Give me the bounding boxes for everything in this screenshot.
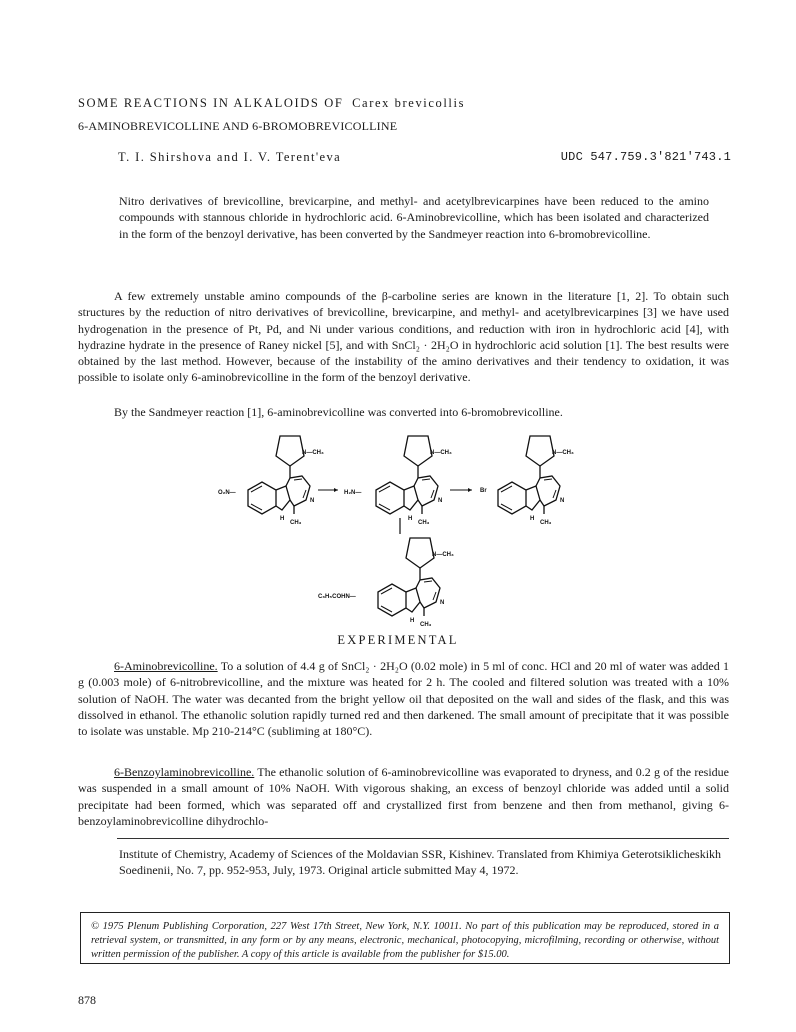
footnote-divider [117,838,729,839]
nh-label: H [530,516,535,522]
article-title [78,96,465,111]
affiliation-footnote: Institute of Chemistry, Academy of Sciences of the Moldavian SSR, Kishinev. Translated from Khimiya Geterotsiklicheskikh Soedinenii, No. 7, pp. 952-953, July, 1973. Original article submitted May 4, 1972. [119,847,722,878]
methyl-label: CH₃ [540,520,552,526]
experimental-paragraph-2 [78,764,729,829]
nh-label: H [410,618,415,624]
nitro-brevicolline-structure [218,436,324,526]
copyright-text: © 1975 Plenum Publishing Corporation, 227 West 17th Street, New York, N.Y. 10011. No part of this publication may be reproduced, stored in a retrieval system, or transmitted, in any form or by any means, electronic, mechanical, photocopying, microfilming, recording or otherwise, without written permission of the publisher. A copy of this article is available from the publisher for $15.00. [91,921,719,960]
experimental-paragraph-1 [78,658,729,739]
nh-label: H [408,516,413,522]
compound-lead: 6-Aminobrevicolline. [114,659,218,673]
methyl-label: CH₃ [420,622,432,628]
abstract-text: Nitro derivatives of brevicolline, brevicarpine, and methyl- and acetylbrevicarpines have been reduced to the amino compounds with stannous chloride in hydrochloric acid. 6-Aminobrevicolline, which has been isolated and characterized in the form of the benzoyl derivative, has been converted by the Sandmeyer reaction into 6-bromobrevicolline. [119,194,709,241]
bromo-label: Br [480,488,487,494]
intro-paragraph-1 [78,288,729,386]
copyright-box [80,912,730,964]
amino-brevicolline-structure [344,436,452,526]
paragraph-body: The ethanolic solution of 6-aminobrevicolline was evaporated to dryness, and 0.2 g of the residue was suspended in a small amount of 10% NaOH. With vigorous shaking, an excess of benzoyl chloride was added until a solid precipitate had been formed, which was separated off and crystallized first from benzene and then from methanol, giving 6-benzoylaminobrevicolline dihydrochlo- [78,765,729,828]
bromo-brevicolline-structure [480,436,574,526]
n-methyl-label: N—CH₃ [432,552,454,558]
page-number: 878 [78,993,96,1007]
n-methyl-label: N—CH₃ [430,450,452,456]
reaction-scheme [200,428,600,628]
amino-label: H₂N— [344,490,362,496]
n-methyl-label: N—CH₃ [552,450,574,456]
paragraph-text [78,658,729,739]
abstract [119,193,709,242]
paragraph-body: To a solution of 4.4 g of SnCl₂ · 2H₂O (0.02 mole) in 5 ml of conc. HCl and 20 ml of water was added 1 g (0.003 mole) of 6-nitrobrevicolline, and the mixture was heated for 2 h. The cooled and filtered solution was treated with a 10% solution of NaOH. The water was decanted from the bright yellow oil that deposited on the wall and sides of the flask, and this was dissolved in ethanol. The ethanolic solution rapidly turned red and then darkened. The small amount of precipitate that it was possible to isolate was unstable. Mp 210-214°C (subliming at 180°C). [78,659,729,739]
benzoylamino-label: C₆H₅COHN— [318,594,356,600]
experimental-heading: EXPERIMENTAL [337,633,459,647]
intro-paragraph-2 [78,404,729,420]
benzoylamino-brevicolline-structure [318,538,454,628]
compound-lead: 6-Benzoylaminobrevicolline. [114,765,255,779]
authors: T. I. Shirshova and I. V. Terent'eva [118,150,342,164]
article-subtitle: 6-AMINOBREVICOLLINE AND 6-BROMOBREVICOLLINE [78,119,398,133]
paragraph-text: A few extremely unstable amino compounds of the β-carboline series are known in the literature [1, 2]. To obtain such structures by the reduction of nitro derivatives of brevicolline, brevicarpine, and methyl- and acetylbrevicarpines [3] we have used hydrogenation in the presence of Pt, Pd, and Ni under various conditions, and reduction with iron in hydrochloric acid [4], with hydrazine hydrate in the presence of Raney nickel [5], and with SnCl₂ · 2H₂O in hydrochloric acid solution [1]. The best results were obtained by the last method. However, because of the instability of the amino derivatives and their tendency to oxidation, it was possible to isolate only 6-aminobrevicolline in the form of the benzoyl derivative. [78,289,729,385]
udc-code: UDC 547.759.3'821'743.1 [560,150,731,164]
n-methyl-label: N—CH₃ [302,450,324,456]
ring-n-label: N [440,600,445,606]
paragraph-text: By the Sandmeyer reaction [1], 6-aminobrevicolline was converted into 6-bromobrevicolline. [114,405,563,419]
ring-n-label: N [438,498,443,504]
title-main: SOME REACTIONS IN ALKALOIDS OF [78,96,344,110]
ring-n-label: N [560,498,565,504]
methyl-label: CH₃ [418,520,430,526]
ring-n-label: N [310,498,315,504]
methyl-label: CH₃ [290,520,302,526]
paragraph-text [78,764,729,829]
nh-label: H [280,516,285,522]
nitro-label: O₂N— [218,490,236,496]
title-species: Carex brevicollis [352,96,466,110]
